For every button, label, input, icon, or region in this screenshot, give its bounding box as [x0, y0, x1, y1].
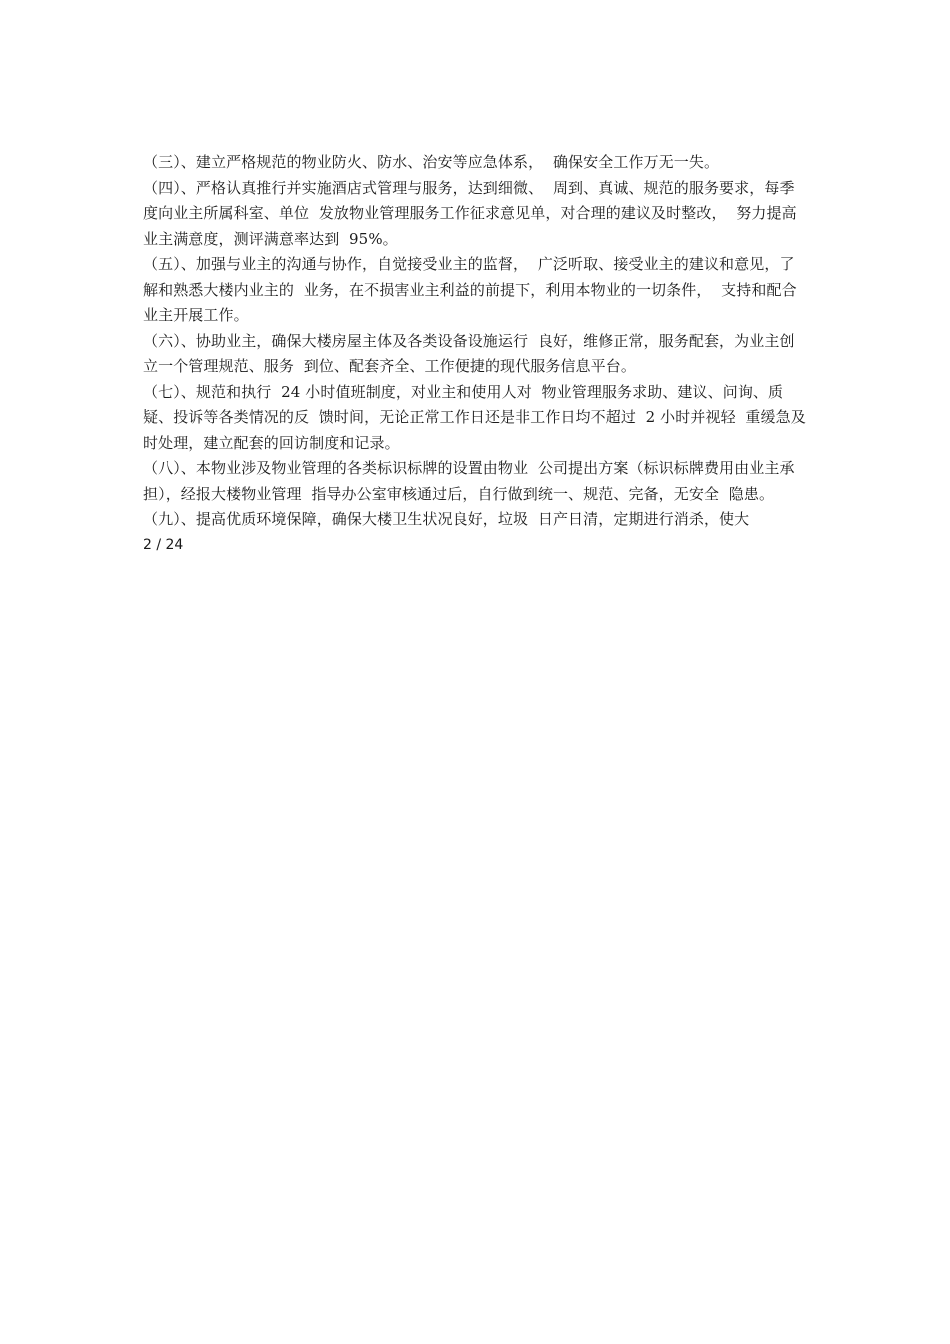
- document-body: [143, 150, 807, 557]
- paragraph-3: （三）、建立严格规范的物业防火、防水、治安等应急体系， 确保安全工作万无一失。: [143, 153, 720, 171]
- page-number: 2 / 24: [143, 536, 184, 553]
- paragraph-9: （九）、提高优质环境保障，确保大楼卫生状况良好，垃圾 日产日清，定期进行消杀，使大: [143, 510, 750, 528]
- paragraph-8: （八）、本物业涉及物业管理的各类标识标牌的设置由物业 公司提出方案（标识标牌费用由业主承担），经报大楼物业管理 指导办公室审核通过后，自行做到统一、规范、完备，无安全 隐患。: [143, 459, 795, 503]
- paragraph-7: （七）、规范和执行 24 小时值班制度，对业主和使用人对 物业管理服务求助、建议、问询、质疑、投诉等各类情况的反 馈时间，无论正常工作日还是非工作日均不超过 2 小时并视轻 重缓急及时处理，建立配套的回访制度和记录。: [143, 382, 806, 452]
- paragraph-4: （四）、严格认真推行并实施酒店式管理与服务，达到细微、 周到、真诚、规范的服务要求，每季度向业主所属科室、单位 发放物业管理服务工作征求意见单，对合理的建议及时整改， 努力提高业主满意度，测评满意率达到 95%。: [143, 178, 797, 248]
- paragraph-5: （五）、加强与业主的沟通与协作，自觉接受业主的监督， 广泛听取、接受业主的建议和意见，了解和熟悉大楼内业主的 业务，在不损害业主利益的前提下，利用本物业的一切条件， 支持和配合业主开展工作。: [143, 255, 797, 324]
- paragraph-6: （六）、协助业主，确保大楼房屋主体及各类设备设施运行 良好，维修正常，服务配套，为业主创立一个管理规范、服务 到位、配套齐全、工作便捷的现代服务信息平台。: [143, 331, 795, 375]
